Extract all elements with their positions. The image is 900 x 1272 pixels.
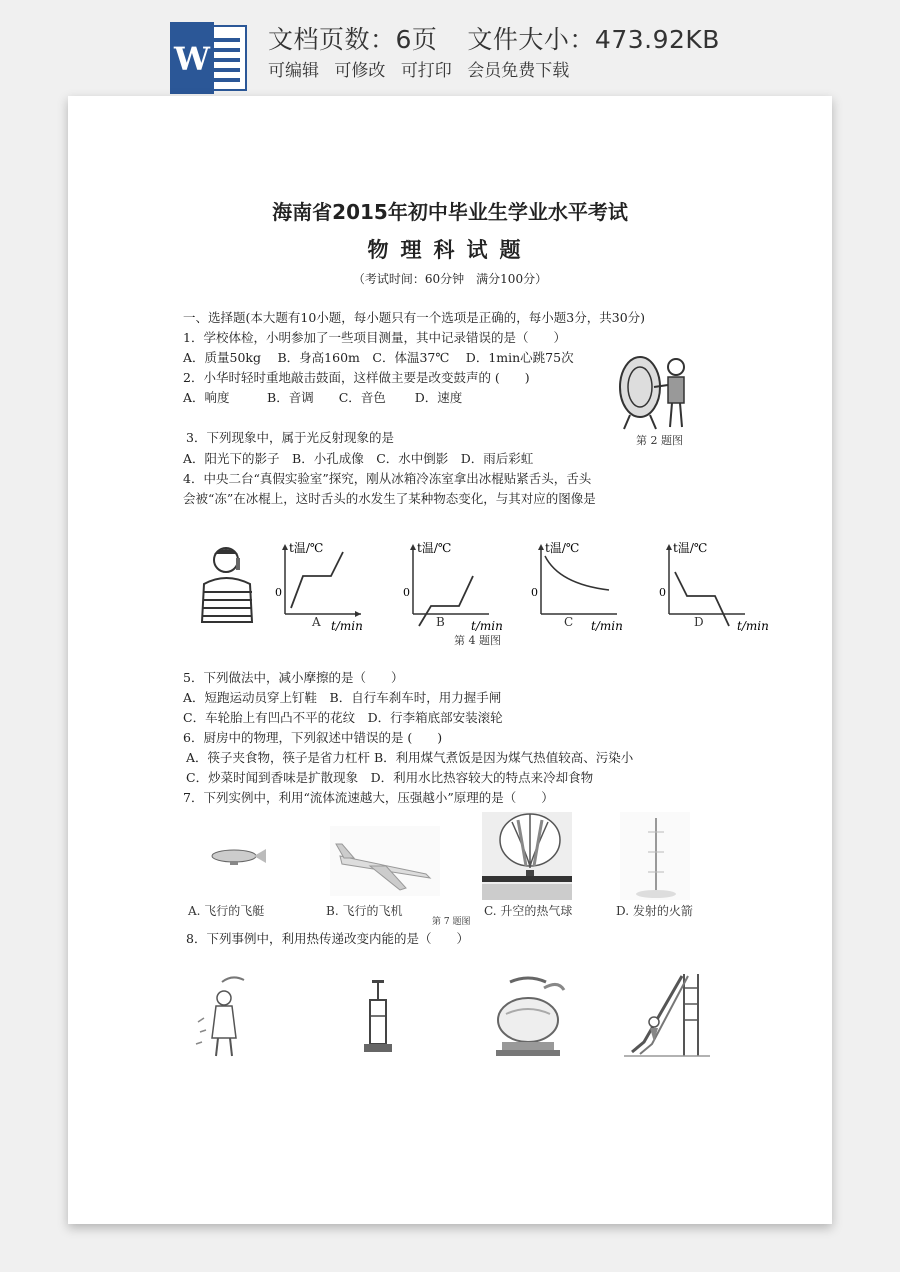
page-count-label: 文档页数：6页 bbox=[268, 25, 438, 54]
graph-c-xlabel: t/min bbox=[591, 619, 623, 632]
figure-2-caption: 第 2 题图 bbox=[636, 434, 683, 447]
question-6-options-2: C．炒菜时闻到香味是扩散现象 D．利用水比热容较大的特点来冷却食物 bbox=[186, 770, 594, 785]
feature-modifiable: 可修改 bbox=[334, 61, 386, 81]
question-1-options: A．质量50kg B．身高160m C．体温37℃ D．1min心跳75次 bbox=[183, 350, 574, 365]
hot-air-balloon-illustration bbox=[482, 812, 572, 900]
exam-info: （考试时间：60分钟 满分100分） bbox=[352, 272, 548, 286]
feature-member-download: 会员免费下载 bbox=[467, 61, 570, 81]
graph-d-xlabel: t/min bbox=[737, 619, 769, 632]
graph-a-ylabel: t温/℃ bbox=[289, 541, 324, 555]
graph-c-ylabel: t温/℃ bbox=[545, 541, 580, 555]
airplane-illustration bbox=[330, 826, 440, 896]
drum-illustration bbox=[616, 351, 696, 431]
question-5-options-2: C．车轮胎上有凹凸不平的花纹 D．行李箱底部安装滚轮 bbox=[183, 710, 503, 725]
kettle-on-stove-illustration bbox=[488, 974, 568, 1060]
feature-editable: 可编辑 bbox=[268, 61, 319, 81]
figure-7c-caption: C. 升空的热气球 bbox=[484, 904, 573, 918]
graph-b-label: B bbox=[436, 615, 445, 629]
rocket-launch-illustration bbox=[620, 812, 690, 900]
exam-subject: 物理科试题 bbox=[367, 238, 533, 262]
word-document-icon bbox=[170, 22, 250, 94]
download-banner bbox=[0, 0, 900, 96]
graph-d-label: D bbox=[694, 615, 704, 629]
graph-c-origin: 0 bbox=[531, 586, 538, 599]
graph-d-origin: 0 bbox=[659, 586, 666, 599]
question-8: 8．下列事例中，利用热传递改变内能的是（ ） bbox=[186, 931, 469, 946]
question-2: 2．小华时轻时重地敲击鼓面，这样做主要是改变鼓声的 ( ) bbox=[183, 370, 530, 385]
air-compression-pump-illustration bbox=[358, 976, 398, 1060]
graph-a-xlabel: t/min bbox=[331, 619, 363, 632]
person-with-popsicle-illustration bbox=[194, 544, 264, 624]
banner-file-info bbox=[268, 20, 720, 56]
person-rubbing-hands-illustration bbox=[192, 972, 252, 1060]
feature-printable: 可打印 bbox=[400, 61, 452, 81]
child-on-slide-illustration bbox=[624, 968, 710, 1060]
temperature-graphs bbox=[273, 536, 793, 632]
graph-b-ylabel: t温/℃ bbox=[417, 541, 452, 555]
graph-c bbox=[531, 541, 623, 632]
graph-a-label: A bbox=[312, 615, 321, 629]
exam-title: 海南省2015年初中毕业生学业水平考试 bbox=[272, 200, 628, 224]
question-5: 5．下列做法中，减小摩擦的是（ ） bbox=[183, 670, 404, 685]
graph-b-origin: 0 bbox=[403, 586, 410, 599]
graph-a-origin: 0 bbox=[275, 586, 282, 599]
banner-features bbox=[268, 56, 579, 81]
question-4-line-1: 4．中央二台“真假实验室”探究，刚从冰箱冷冻室拿出冰棍贴紧舌头，舌头 bbox=[183, 471, 592, 486]
airship-illustration bbox=[204, 844, 274, 868]
question-4-line-2: 会被“冻”在冰棍上，这时舌头的水发生了某种物态变化，与其对应的图像是 bbox=[183, 491, 596, 506]
question-2-options: A．响度 B．音调 C．音色 D．速度 bbox=[183, 390, 463, 405]
graph-b-xlabel: t/min bbox=[471, 619, 503, 632]
graph-d-ylabel: t温/℃ bbox=[673, 541, 708, 555]
graph-d bbox=[659, 541, 769, 632]
graph-c-label: C bbox=[564, 615, 574, 629]
file-size-label: 文件大小：473.92KB bbox=[467, 25, 720, 54]
question-6: 6．厨房中的物理，下列叙述中错误的是 ( ) bbox=[183, 730, 443, 745]
question-3-options: A．阳光下的影子 B．小孔成像 C．水中倒影 D．雨后彩虹 bbox=[183, 451, 534, 466]
question-3: 3．下列现象中，属于光反射现象的是 bbox=[186, 430, 394, 445]
question-7: 7．下列实例中，利用“流体流速越大，压强越小”原理的是（ ） bbox=[183, 790, 554, 805]
question-6-options-1: A．筷子夹食物，筷子是省力杠杆 B．利用煤气煮饭是因为煤气热值较高、污染小 bbox=[186, 750, 634, 765]
figure-7b-caption: B. 飞行的飞机 bbox=[326, 904, 403, 918]
exam-paper bbox=[68, 96, 832, 1224]
figure-4-caption: 第 4 题图 bbox=[454, 634, 501, 647]
word-icon-letter: W bbox=[174, 40, 210, 78]
graph-b bbox=[403, 541, 503, 632]
question-5-options-1: A．短跑运动员穿上钉鞋 B．自行车刹车时，用力握手闸 bbox=[183, 690, 502, 705]
question-1: 1．学校体检，小明参加了一些项目测量，其中记录错误的是（ ） bbox=[183, 330, 566, 345]
figure-7-caption: 第 7 题图 bbox=[432, 917, 471, 927]
document-page bbox=[68, 96, 832, 1224]
section-heading: 一、选择题(本大题有10小题，每小题只有一个选项是正确的，每小题3分，共30分) bbox=[183, 310, 646, 325]
figure-7d-caption: D. 发射的火箭 bbox=[616, 904, 693, 918]
figure-7a-caption: A. 飞行的飞艇 bbox=[188, 904, 265, 918]
